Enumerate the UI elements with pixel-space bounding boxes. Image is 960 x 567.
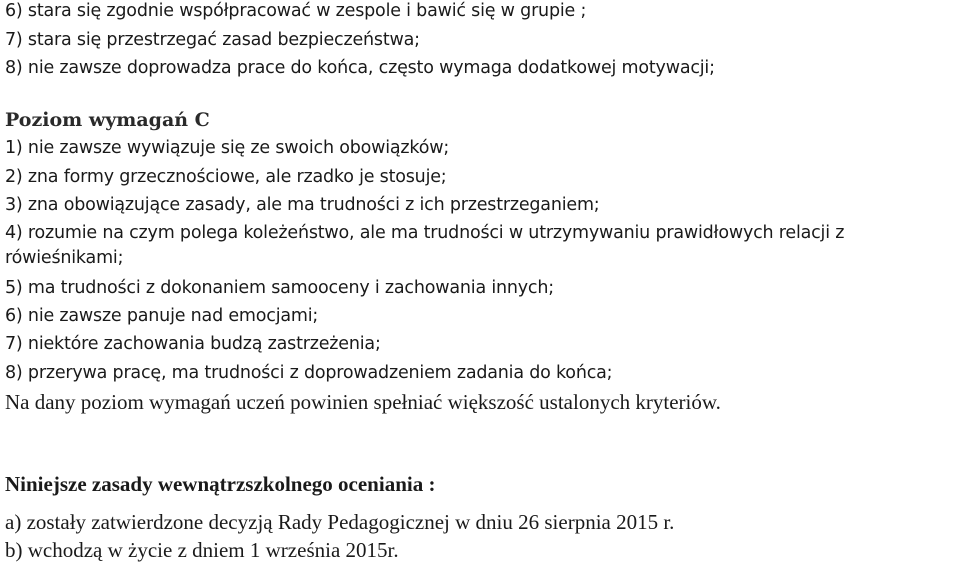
list-item: b) wchodzą w życie z dniem 1 września 2015r. — [5, 538, 399, 562]
list-item: 8) nie zawsze doprowadza prace do końca, często wymaga dodatkowej motywacji; — [5, 58, 715, 78]
list-item: 8) przerywa pracę, ma trudności z doprowadzeniem zadania do końca; — [5, 363, 613, 383]
list-item: rówieśnikami; — [5, 248, 124, 268]
list-item: 4) rozumie na czym polega koleżeństwo, ale ma trudności w utrzymywaniu prawidłowych relacji z — [5, 223, 845, 243]
section-note: Na dany poziom wymagań uczeń powinien spełniać większość ustalonych kryteriów. — [5, 390, 721, 414]
list-item: 2) zna formy grzecznościowe, ale rzadko je stosuje; — [5, 167, 447, 187]
list-item: 7) stara się przestrzegać zasad bezpieczeństwa; — [5, 30, 420, 50]
list-item: 1) nie zawsze wywiązuje się ze swoich obowiązków; — [5, 138, 450, 158]
section-heading: Niniejsze zasady wewnątrzszkolnego oceniania : — [5, 472, 436, 496]
list-item: 5) ma trudności z dokonaniem samooceny i zachowania innych; — [5, 278, 554, 298]
list-item: 3) zna obowiązujące zasady, ale ma trudności z ich przestrzeganiem; — [5, 195, 600, 215]
list-item: 7) niektóre zachowania budzą zastrzeżenia; — [5, 334, 381, 354]
list-item: 6) stara się zgodnie współpracować w zespole i bawić się w grupie ; — [5, 1, 587, 21]
list-item: a) zostały zatwierdzone decyzją Rady Pedagogicznej w dniu 26 sierpnia 2015 r. — [5, 510, 675, 534]
list-item: 6) nie zawsze panuje nad emocjami; — [5, 306, 319, 326]
section-heading: Poziom wymagań C — [5, 109, 210, 131]
